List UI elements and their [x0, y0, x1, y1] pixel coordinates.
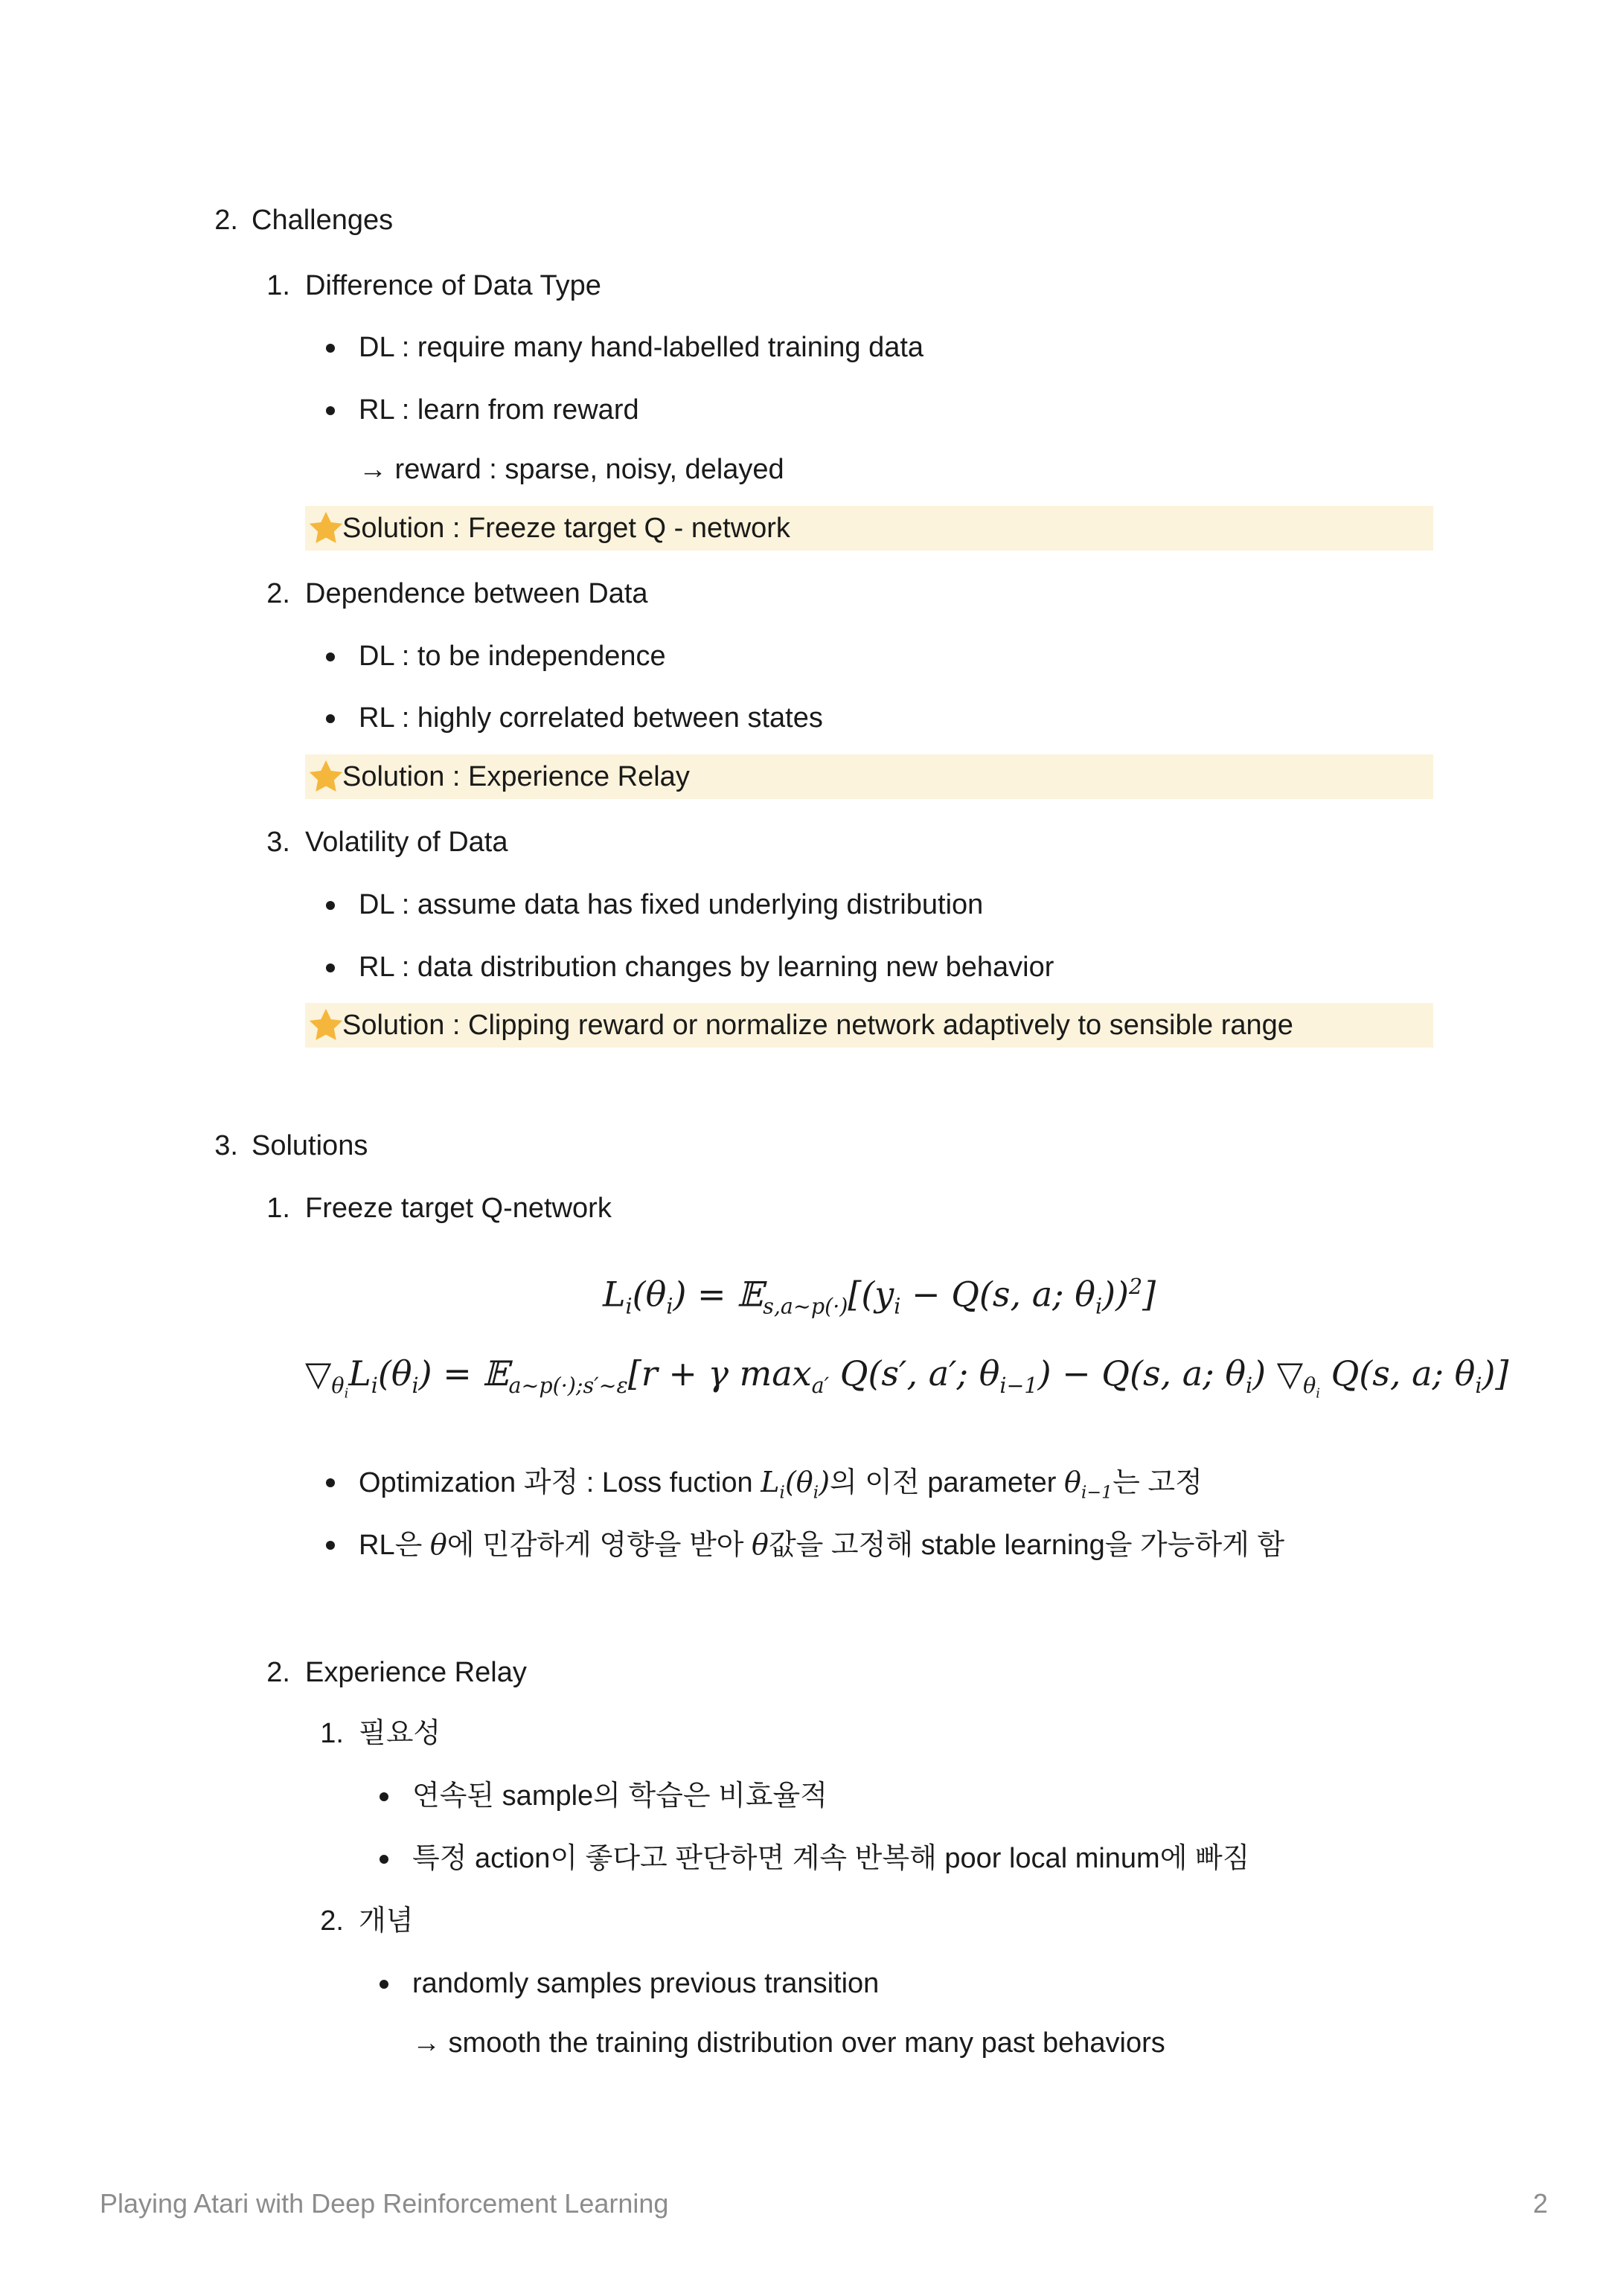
list-item: RL : data distribution changes by learning new behavior [359, 952, 1054, 983]
item-title: Difference of Data Type [305, 270, 601, 301]
item-title: Experience Relay [305, 1657, 527, 1688]
list-item: 특정 action이 좋다고 판단하면 계속 반복해 poor local minum에 빠짐 [412, 1843, 1250, 1874]
list-item: DL : require many hand-labelled training data [359, 332, 924, 363]
arrow-note: → smooth the training distribution over many past behaviors [412, 2027, 1165, 2059]
subitem-title: 개념 [359, 1905, 414, 1937]
arrow-note: → reward : sparse, noisy, delayed [359, 454, 784, 485]
solution-text: Solution : Freeze target Q - network [342, 513, 790, 544]
item-title: Freeze target Q-network [305, 1193, 612, 1224]
list-item: RL : highly correlated between states [359, 702, 823, 734]
bullet-dot [326, 652, 335, 661]
subitem-number: 1. [320, 1718, 344, 1749]
subitem-title: 필요성 [359, 1718, 441, 1749]
solution-callout [305, 1003, 1433, 1048]
section-title-challenges: Challenges [252, 205, 394, 236]
text-run: RL은 [359, 1530, 430, 1561]
bullet-dot [326, 901, 335, 910]
list-item: 연속된 sample의 학습은 비효율적 [412, 1780, 827, 1812]
math-theta: θ [752, 1528, 769, 1561]
list-item: DL : assume data has fixed underlying distribution [359, 889, 984, 920]
bullet-dot [326, 1478, 335, 1487]
text-run: 는 고정 [1113, 1467, 1203, 1498]
bullet-dot [380, 1792, 388, 1801]
star-icon [307, 1006, 345, 1045]
item-title: Volatility of Data [305, 827, 508, 858]
item-title: Dependence between Data [305, 578, 648, 609]
page-number: 2 [1532, 2188, 1548, 2219]
text-run: Optimization 과정 : Loss fuction [359, 1467, 761, 1498]
section-number: 2. [214, 205, 238, 236]
list-item [359, 1527, 1284, 1563]
item-number: 1. [266, 1193, 290, 1224]
solution-text: Solution : Experience Relay [342, 761, 690, 792]
solution-text: Solution : Clipping reward or normalize network adaptively to sensible range [342, 1010, 1293, 1041]
list-item: DL : to be independence [359, 641, 666, 672]
item-number: 2. [266, 578, 290, 609]
bullet-dot [380, 1855, 388, 1864]
item-number: 3. [266, 827, 290, 858]
bullet-dot [326, 1541, 335, 1550]
subitem-number: 2. [320, 1905, 344, 1937]
list-item [359, 1464, 1203, 1510]
text-run: 에 민감하게 영향을 받아 [446, 1530, 752, 1561]
star-icon [307, 757, 345, 796]
loss-equation: $L_i(\theta_i)$ = $𝔼_{s,a\sim p(\cdot)}[(y_i - Q(s$, a; $\theta_i))^2$] [603, 1274, 1156, 1319]
text-run: 값을 고정해 stable learning을 가능하게 함 [768, 1530, 1285, 1561]
bullet-dot [326, 963, 335, 972]
section-number: 3. [214, 1130, 238, 1161]
math-loss: $L_i(\theta_i)$ [761, 1466, 830, 1503]
gradient-equation: $▽_{\theta_i}L_i(\theta_i)$ = 𝔼$_{a\sim p(\cdot);s'\sim\varepsilon}$[r + γ $\max_{a'} Q(s'$, a′; $\theta_{i-1}) - Q(s$, a; $\theta_i$) $▽_{\theta_i}$ Q(s, a; $\theta_i$)] [305, 1353, 1509, 1402]
item-number: 1. [266, 270, 290, 301]
solution-callout [305, 754, 1433, 799]
solution-callout [305, 506, 1433, 551]
list-item: RL : learn from reward [359, 394, 639, 426]
section-title-solutions: Solutions [252, 1130, 368, 1161]
bullet-dot [326, 714, 335, 723]
text-run: 의 이전 parameter [830, 1467, 1065, 1498]
math-theta: θ [429, 1528, 447, 1561]
bullet-dot [380, 1980, 388, 1989]
star-icon [307, 509, 345, 548]
bullet-dot [326, 406, 335, 415]
math-theta-prev: $\theta_{i-1}$ [1064, 1466, 1113, 1503]
list-item: randomly samples previous transition [412, 1968, 880, 1999]
bullet-dot [326, 344, 335, 353]
item-number: 2. [266, 1657, 290, 1688]
footer-title: Playing Atari with Deep Reinforcement Learning [100, 2188, 669, 2219]
